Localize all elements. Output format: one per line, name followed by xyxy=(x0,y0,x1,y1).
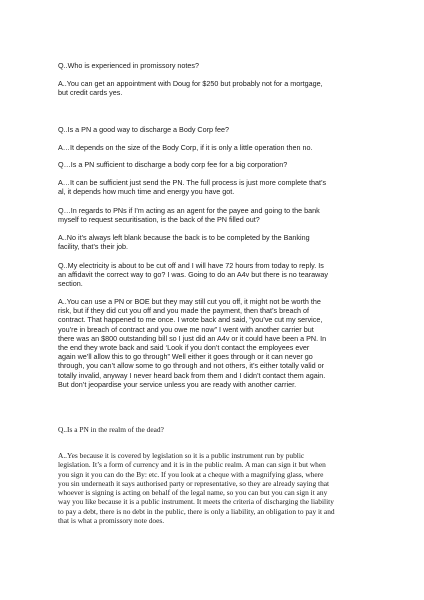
answer-promissory-notes-experience: A..You can get an appointment with Doug for $250 but probably not for a mortgage, but credit cards yes. xyxy=(58,79,323,98)
question-promissory-notes-experience: Q..Who is experienced in promissory notes? xyxy=(58,61,200,70)
question-realm-of-dead: Q..Is a PN in the realm of the dead? xyxy=(58,425,164,434)
answer-body-corp-fee: A…It depends on the size of the Body Corp, if it is only a little operation then no. xyxy=(58,143,313,152)
question-big-corporation: Q…Is a PN sufficient to discharge a body corp fee for a big corporation? xyxy=(58,160,288,169)
answer-realm-of-dead: A..Yes because it is covered by legislation so it is a public instrument run by public legislation. It’s a form of currency and it is in the public realm. A man can sign it but when you sign it you can do the By: etc. If you look at a cheque with a magnifying glass, where you sin underneath it says authorised party or representative, so they are already saying that whoever is signing is acting on behalf of the legal name, so you can but you can sign it any way you like because it is a public instrument. It meets the criteria of discharging the liability to pay a debt, there is no debt in the public, there is only a liability, an obligation to pay it and that is what a promissory note does. xyxy=(58,451,335,526)
answer-pn-back-filled: A..No it’s always left blank because the back is to be completed by the Banking facility, that’s their job. xyxy=(58,233,310,252)
question-body-corp-fee: Q..Is a PN a good way to discharge a Body Corp fee? xyxy=(58,125,229,134)
answer-electricity-cut-off: A..You can use a PN or BOE but they may still cut you off, it might not be worth the risk, but if they did cut you off and you made the payment, then that’s breach of contract. That happened to me once. I wrote back and said, “you’ve cut my service, you’re in breach of contract and you owe me now” I went with another carrier but there was an $800 outstanding bill so I just did an A4v or it could have been a PN. In the end they wrote back and said ‘Look if you don’t contact the employees ever again we’ll allow this to go through” Well either it goes through or it can never go through, you can’t allow some to go through and not others, it’s either totally valid or totally invalid, anyway I never heard back from them and I didn’t contact them again. But don’t jeopardise your service unless you are ready with another carrier. xyxy=(58,297,327,389)
question-electricity-cut-off: Q..My electricity is about to be cut off and I will have 72 hours from today to reply. Is an affidavit the correct way to go? I was. Going to do an A4v but there is no tearaway section. xyxy=(58,261,328,289)
question-pn-back-filled: Q…In regards to PNs if I’m acting as an agent for the payee and going to the bank myself to request securitisation, is the back of the PN filled out? xyxy=(58,206,320,225)
answer-big-corporation: A…It can be sufficient just send the PN. The full process is just more complete that’s al, it depends how much time and energy you have got. xyxy=(58,178,327,197)
